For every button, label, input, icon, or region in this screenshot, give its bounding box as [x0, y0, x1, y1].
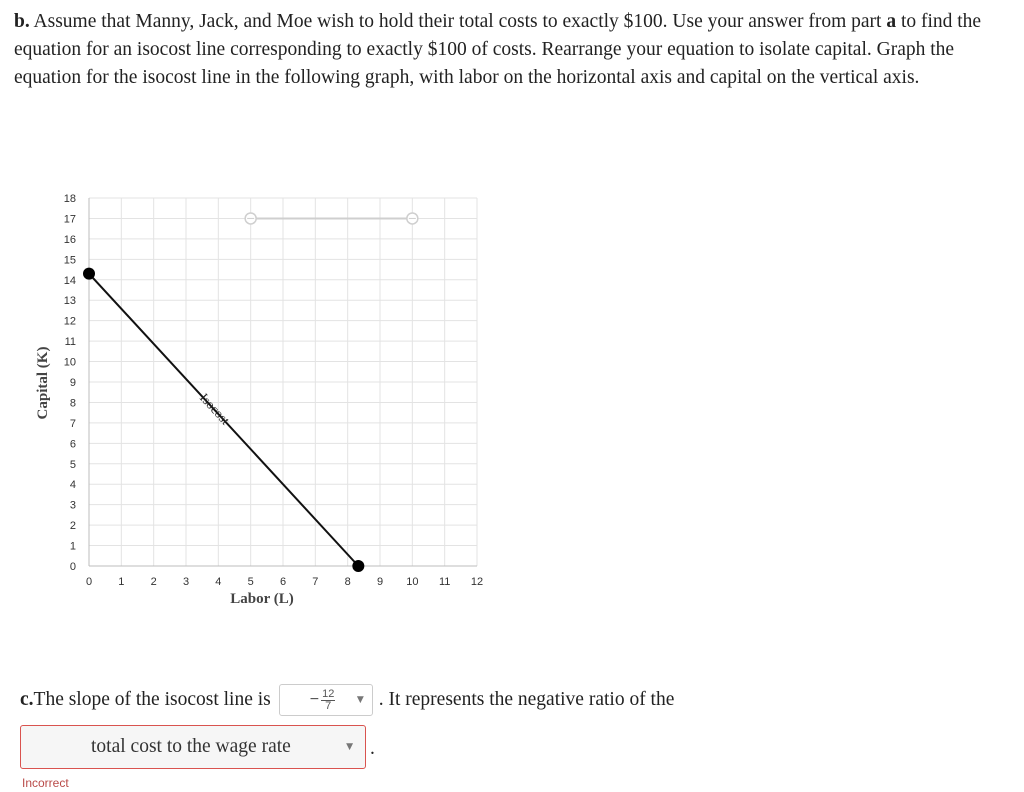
- ratio-dropdown[interactable]: [20, 725, 366, 769]
- y-tick-label: 3: [69, 499, 76, 512]
- x-tick-label: 3: [182, 576, 190, 588]
- x-tick-label: 5: [247, 576, 254, 588]
- x-tick-label: 2: [150, 576, 157, 588]
- part-c-question: [20, 684, 674, 716]
- y-tick-label: 10: [63, 356, 76, 369]
- y-tick-label: 6: [69, 438, 76, 451]
- chevron-down-icon: ▼: [356, 695, 364, 705]
- x-tick-label: 4: [215, 576, 222, 588]
- y-tick-label: 16: [63, 233, 76, 246]
- part-c-prefix: c.: [20, 689, 34, 710]
- y-tick-label: 7: [69, 417, 76, 430]
- chevron-down-icon: ▼: [346, 742, 353, 752]
- part-c-text-before: The slope of the isocost line is: [33, 689, 271, 710]
- y-tick-label: 9: [69, 377, 76, 389]
- part-b-text-2: to find the equation for an isocost line corresponding to exactly $100 of costs. Rearrange your equation to isolate capital. Graph the equation for the isocost line in the following graph, with labor on the horizontal axis and capital on the vertical axis.: [14, 11, 982, 88]
- graph-grid: [89, 198, 477, 566]
- y-tick-label: 17: [63, 213, 76, 226]
- x-tick-label: 10: [406, 576, 419, 588]
- y-axis-title: Capital (K): [35, 346, 51, 420]
- y-tick-label: 4: [69, 479, 76, 492]
- y-tick-label: 15: [63, 254, 76, 267]
- x-tick-label: 11: [438, 576, 451, 588]
- part-c-period: .: [370, 738, 375, 759]
- x-tick-label: 0: [85, 576, 93, 588]
- y-tick-label: 13: [63, 295, 76, 308]
- isocost-point-capital-intercept[interactable]: [83, 268, 95, 280]
- x-tick-label: 6: [279, 576, 287, 588]
- y-tick-label: 0: [69, 561, 76, 573]
- y-tick-label: 11: [64, 336, 76, 349]
- y-tick-label: 8: [69, 397, 76, 410]
- slope-sign: −: [309, 691, 320, 708]
- x-tick-label: 9: [376, 576, 384, 588]
- part-b-prefix: b.: [14, 11, 30, 32]
- graph-ticks: [64, 193, 483, 588]
- y-tick-label: 18: [63, 193, 76, 205]
- y-tick-label: 1: [69, 540, 76, 553]
- x-tick-label: 7: [312, 576, 319, 588]
- x-tick-label: 1: [118, 576, 125, 588]
- isocost-line-label: Isocost: [196, 390, 233, 428]
- part-b-bold-letter: a: [886, 11, 897, 32]
- isocost-point-labor-intercept[interactable]: [352, 560, 364, 572]
- part-b-text-1: Assume that Manny, Jack, and Moe wish to hold their total costs to exactly $100. Use your answer from part: [29, 11, 887, 32]
- part-c-text-after: . It represents the negative ratio of the: [378, 689, 675, 710]
- status-incorrect: Incorrect: [22, 776, 69, 790]
- slope-fraction: [310, 689, 336, 712]
- slope-numerator: 12: [322, 687, 335, 700]
- x-tick-label: 8: [344, 576, 351, 588]
- slope-dropdown[interactable]: [279, 684, 373, 716]
- slope-denominator: 7: [325, 699, 332, 712]
- y-tick-label: 2: [69, 520, 76, 533]
- y-tick-label: 5: [69, 458, 76, 471]
- x-tick-label: 12: [470, 576, 484, 588]
- x-axis-title: Labor (L): [230, 591, 294, 607]
- ratio-selected-value: total cost to the wage rate: [91, 736, 291, 757]
- y-tick-label: 14: [63, 274, 76, 287]
- y-tick-label: 12: [63, 315, 76, 328]
